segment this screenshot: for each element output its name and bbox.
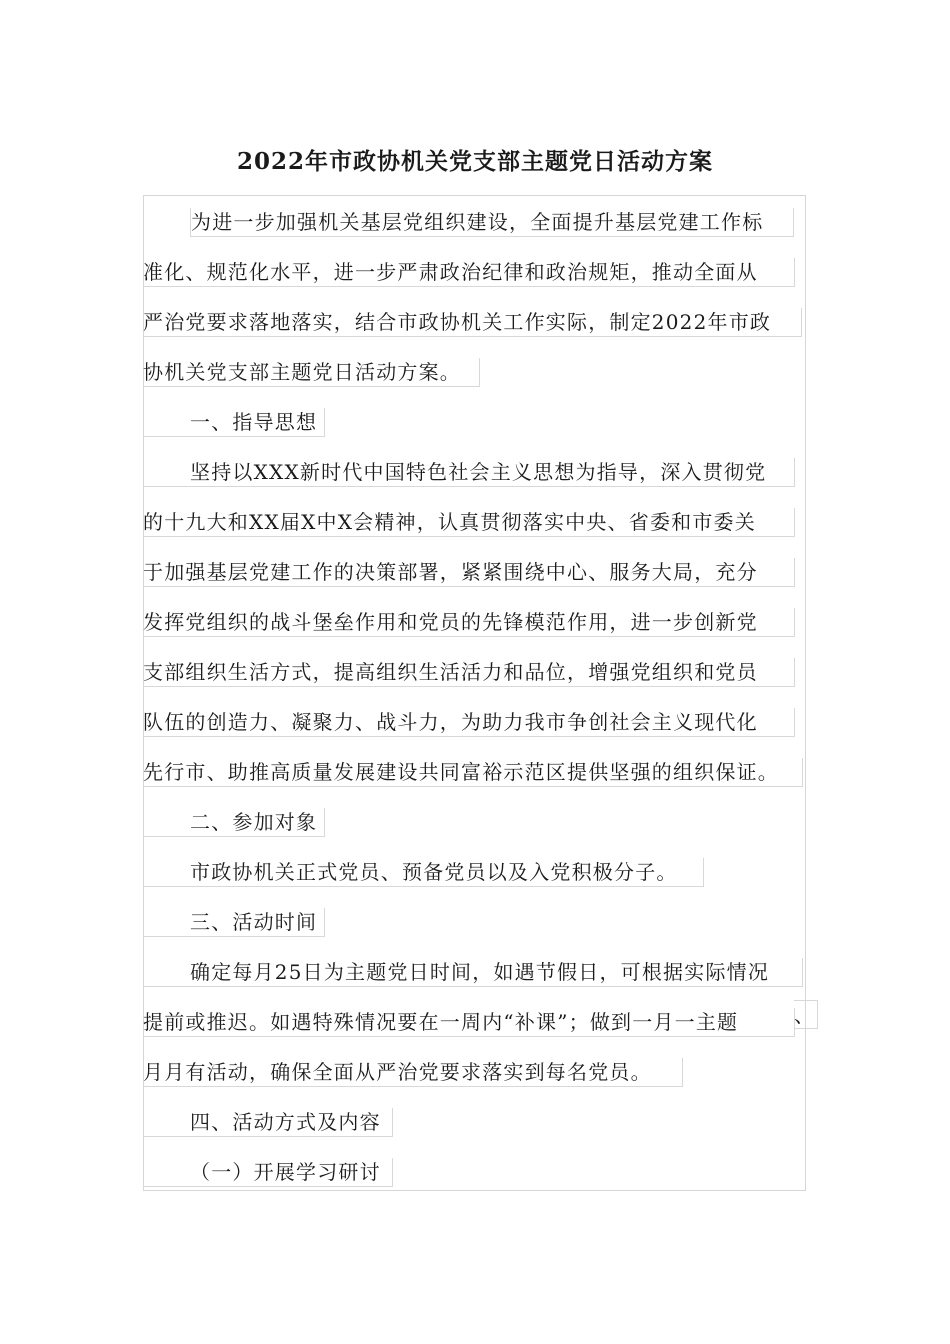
paragraph-line: 市政协机关正式党员、预备党员以及入党积极分子。 xyxy=(143,858,704,887)
section-heading-guiding-ideology: 一、指导思想 xyxy=(143,408,325,437)
paragraph-line: 发挥党组织的战斗堡垒作用和党员的先锋模范作用，进一步创新党 xyxy=(143,608,795,637)
paragraph-line: 支部组织生活方式，提高组织生活活力和品位，增强党组织和党员 xyxy=(143,658,795,687)
paragraph-line: 准化、规范化水平，进一步严肃政治纪律和政治规矩，推动全面从 xyxy=(143,258,795,287)
section-heading-activity-time: 三、活动时间 xyxy=(143,908,325,937)
text-frame xyxy=(143,195,806,1191)
paragraph-line: 严治党要求落地落实，结合市政协机关工作实际，制定2022年市政 xyxy=(143,308,802,337)
paragraph-line: 于加强基层党建工作的决策部署，紧紧围绕中心、服务大局，充分 xyxy=(143,558,795,587)
paragraph-line: 坚持以XXX新时代中国特色社会主义思想为指导，深入贯彻党 xyxy=(143,458,795,487)
line-overflow-mark: 、 xyxy=(794,1000,818,1029)
paragraph-line: 月月有活动，确保全面从严治党要求落实到每名党员。 xyxy=(143,1058,683,1087)
section-heading-participants: 二、参加对象 xyxy=(143,808,325,837)
paragraph-line: 先行市、助推高质量发展建设共同富裕示范区提供坚强的组织保证。 xyxy=(143,758,803,787)
paragraph-line: 提前或推迟。如遇特殊情况要在一周内“补课”；做到一月一主题 xyxy=(143,1008,795,1037)
document-title: 2022年市政协机关党支部主题党日活动方案 xyxy=(236,148,713,175)
paragraph-line: 确定每月25日为主题党日时间，如遇节假日，可根据实际情况 xyxy=(143,958,803,987)
paragraph-line: 队伍的创造力、凝聚力、战斗力，为助力我市争创社会主义现代化 xyxy=(143,708,795,737)
paragraph-line: 为进一步加强机关基层党组织建设，全面提升基层党建工作标 xyxy=(190,208,794,237)
paragraph-line: 协机关党支部主题党日活动方案。 xyxy=(143,358,480,387)
paragraph-line: 的十九大和XX届X中X会精神，认真贯彻落实中央、省委和市委关 xyxy=(143,508,795,537)
section-heading-activity-methods: 四、活动方式及内容 xyxy=(143,1108,393,1137)
subsection-heading-study: （一）开展学习研讨 xyxy=(143,1158,393,1187)
